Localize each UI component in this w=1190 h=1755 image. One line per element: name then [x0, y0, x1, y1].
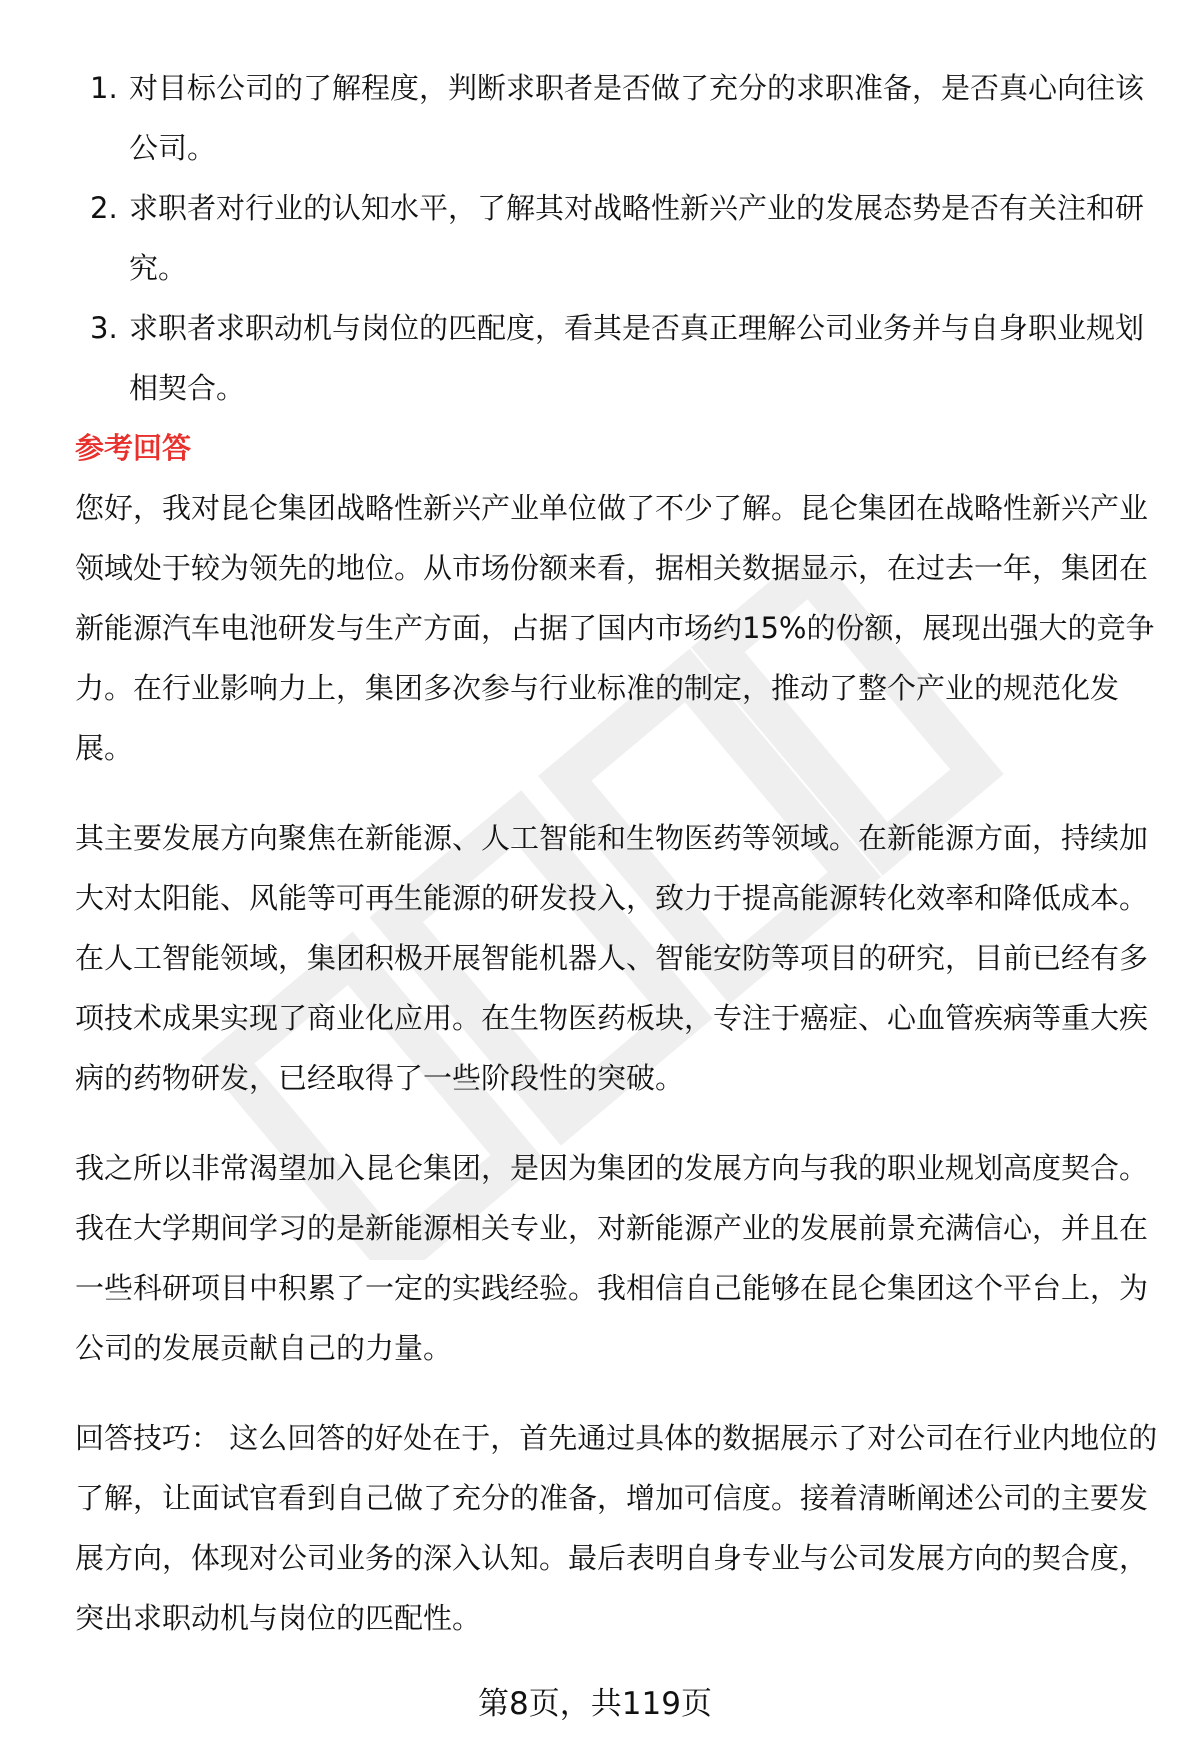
answer-paragraph: 我之所以非常渴望加入昆仑集团，是因为集团的发展方向与我的职业规划高度契合。我在大学期间学习的是新能源相关专业，对新能源产业的发展前景充满信心，并且在一些科研项目中积累了一定的实践经验。我相信自己能够在昆仑集团这个平台上，为公司的发展贡献自己的力量。	[75, 1151, 1149, 1365]
document-page	[75, 58, 1160, 1678]
list-item	[75, 58, 1160, 178]
list-item-number: 3.	[90, 311, 118, 345]
answer-tips-paragraph: 回答技巧： 这么回答的好处在于，首先通过具体的数据展示了对公司在行业内地位的了解，让面试官看到自己做了充分的准备，增加可信度。接着清晰阐述公司的主要发展方向，体现对公司业务的深入认知。最后表明自身专业与公司发展方向的契合度，突出求职动机与岗位的匹配性。	[75, 1421, 1158, 1635]
answer-paragraph: 您好，我对昆仑集团战略性新兴产业单位做了不少了解。昆仑集团在战略性新兴产业领域处于较为领先的地位。从市场份额来看，据相关数据显示，在过去一年，集团在新能源汽车电池研发与生产方面，占据了国内市场约15%的份额，展现出强大的竞争力。在行业影响力上，集团多次参与行业标准的制定，推动了整个产业的规范化发展。	[75, 491, 1155, 765]
section-heading: 参考回答	[75, 431, 192, 465]
criteria-list	[75, 58, 1160, 418]
list-item	[75, 298, 1160, 418]
page-number: 第8页，共119页	[478, 1686, 712, 1722]
list-item-number: 2.	[90, 191, 118, 225]
list-item-text: 求职者求职动机与岗位的匹配度，看其是否真正理解公司业务并与自身职业规划相契合。	[129, 311, 1145, 405]
answer-paragraph: 其主要发展方向聚焦在新能源、人工智能和生物医药等领域。在新能源方面，持续加大对太阳能、风能等可再生能源的研发投入，致力于提高能源转化效率和降低成本。在人工智能领域，集团积极开展智能机器人、智能安防等项目的研究，目前已经有多项技术成果实现了商业化应用。在生物医药板块，专注于癌症、心血管疾病等重大疾病的药物研发，已经取得了一些阶段性的突破。	[75, 821, 1149, 1095]
list-item-text: 对目标公司的了解程度，判断求职者是否做了充分的求职准备，是否真心向往该公司。	[129, 71, 1145, 165]
list-item-text: 求职者对行业的认知水平，了解其对战略性新兴产业的发展态势是否有关注和研究。	[129, 191, 1145, 285]
list-item	[75, 178, 1160, 298]
list-item-number: 1.	[90, 71, 118, 105]
